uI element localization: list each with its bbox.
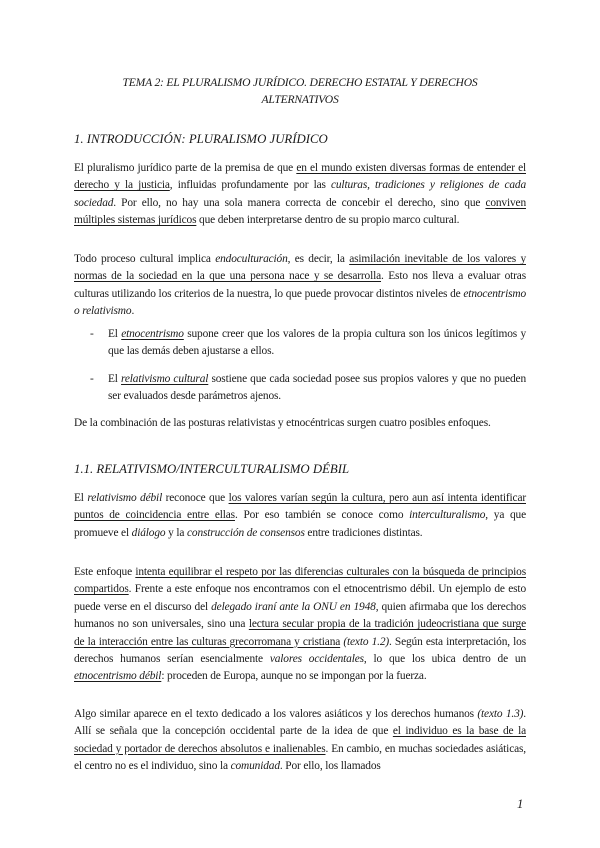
underlined-text: el individuo es la base de la sociedad y portador de derechos absolutos e inalienables	[74, 725, 526, 755]
underlined-text: asimilación inevitable de los valores y normas de la sociedad en la que una persona nace y se desarrolla	[74, 253, 526, 283]
text: Todo proceso cultural implica	[74, 253, 216, 265]
italic-text: endoculturación	[215, 253, 288, 265]
italic-text: etnocentrismo o relativismo	[74, 287, 526, 318]
text: .	[131, 305, 135, 318]
text: . Por ello, los llamados	[279, 760, 381, 773]
text: . Frente a este enfoque nos encontramos con el etnocentrismo débil. Un ejemplo de esto puede verse en el discurso del	[74, 583, 526, 613]
text: que deben interpretarse dentro de su propio marco cultural.	[196, 214, 460, 227]
text: El	[108, 373, 122, 385]
section-heading-1: 1. INTRODUCCIÓN: PLURALISMO JURÍDICO	[74, 132, 328, 146]
italic-underlined-text: relativismo cultural	[121, 373, 209, 385]
text: . Esto nos lleva a evaluar otras culturas utilizando los criterios de la nuestra, lo que puede provocar distintos niveles de	[74, 270, 526, 300]
text: , lo que los ubica dentro de un	[363, 653, 526, 666]
text: , es decir, la	[287, 253, 350, 265]
text: . Por ello, no hay una sola manera correcta de concebir el derecho, sino que	[113, 196, 486, 209]
text: Algo similar aparece en el texto dedicado a los valores asiáticos y los derechos humanos	[74, 708, 478, 720]
page-number: 1	[517, 797, 524, 811]
italic-text: diálogo	[131, 526, 166, 539]
list-item-relativismo	[108, 371, 526, 406]
paragraph-relativismo-debil	[74, 490, 526, 542]
italic-text: delegado iraní ante la ONU en 1948	[211, 600, 376, 613]
text: , ya que promueve el	[74, 509, 527, 539]
text: . En cambio, en muchas sociedades asiáticas, el centro no es el individuo, sino la	[74, 742, 526, 773]
italic-text: (texto 1.3)	[477, 708, 524, 720]
italic-text: interculturalismo	[409, 509, 486, 522]
text: reconoce que	[162, 492, 229, 504]
italic-text: (texto 1.2)	[343, 635, 390, 648]
italic-text: valores occidentales	[269, 653, 364, 666]
italic-text: relativismo débil	[87, 492, 163, 504]
list-bullet-2: -	[90, 373, 94, 385]
text: entre tradiciones distintas.	[304, 526, 423, 539]
document-title: TEMA 2: EL PLURALISMO JURÍDICO. DERECHO ESTATAL Y DERECHOS ALTERNATIVOS	[122, 76, 478, 106]
text: El	[74, 492, 88, 504]
italic-underlined-text: etnocentrismo débil	[74, 670, 162, 683]
text: y la	[165, 526, 187, 539]
text: El pluralismo jurídico parte de la premisa de que	[74, 162, 297, 174]
text: El	[108, 328, 122, 340]
paragraph-valores-asiaticos	[74, 706, 526, 776]
text: , influidas profundamente por las	[169, 179, 331, 192]
underlined-text: conviven múltiples sistemas jurídicos	[74, 196, 526, 227]
italic-underlined-text: etnocentrismo	[121, 328, 184, 340]
text: . Por eso también se conoce como	[234, 509, 410, 522]
italic-text: comunidad	[230, 760, 280, 773]
underlined-text: intenta equilibrar el respeto por las diferencias culturales con la búsqueda de principios compartidos	[74, 566, 526, 596]
text: sostiene que cada sociedad posee sus propios valores y que no pueden ser evaluados desde parámetros ajenos.	[108, 373, 526, 403]
underlined-text: en el mundo existen diversas formas de entender el derecho y la justicia	[74, 162, 526, 192]
paragraph-enfoques: De la combinación de las posturas relativistas y etnocéntricas surgen cuatro posibles enfoques.	[74, 417, 491, 429]
text: . Según esta interpretación, los derechos humanos serían esencialmente	[74, 635, 527, 666]
text: , quien afirmaba que los derechos humanos no son universales, sino una	[74, 600, 526, 631]
italic-text: culturas, tradiciones y religiones de cada sociedad	[74, 179, 526, 209]
text: : proceden de Europa, aunque no se impongan por la fuerza.	[161, 670, 427, 683]
list-bullet-1: -	[90, 328, 94, 340]
text: . Allí se señala que la concepción occidental parte de la idea de que	[74, 708, 526, 738]
list-item-etnocentrismo	[108, 326, 526, 361]
text: supone creer que los valores de la propia cultura son los únicos legítimos y que las demás deben ajustarse a ellos.	[108, 328, 526, 358]
paragraph-equilibrio	[74, 564, 526, 686]
italic-text: construcción de consensos	[187, 526, 305, 539]
paragraph-pluralismo	[74, 160, 526, 230]
underlined-text: los valores varían según la cultura, pero aun así intenta identificar puntos de coincidencia entre ellas	[74, 492, 526, 522]
underlined-text: lectura secular propia de la tradición judeocristiana que surge de la interacción entre las culturas grecorromana y cristiana	[74, 618, 526, 648]
section-heading-1-1: 1.1. RELATIVISMO/INTERCULTURALISMO DÉBIL	[74, 462, 350, 476]
text: Este enfoque	[74, 566, 136, 578]
paragraph-endoculturacion	[74, 251, 526, 321]
